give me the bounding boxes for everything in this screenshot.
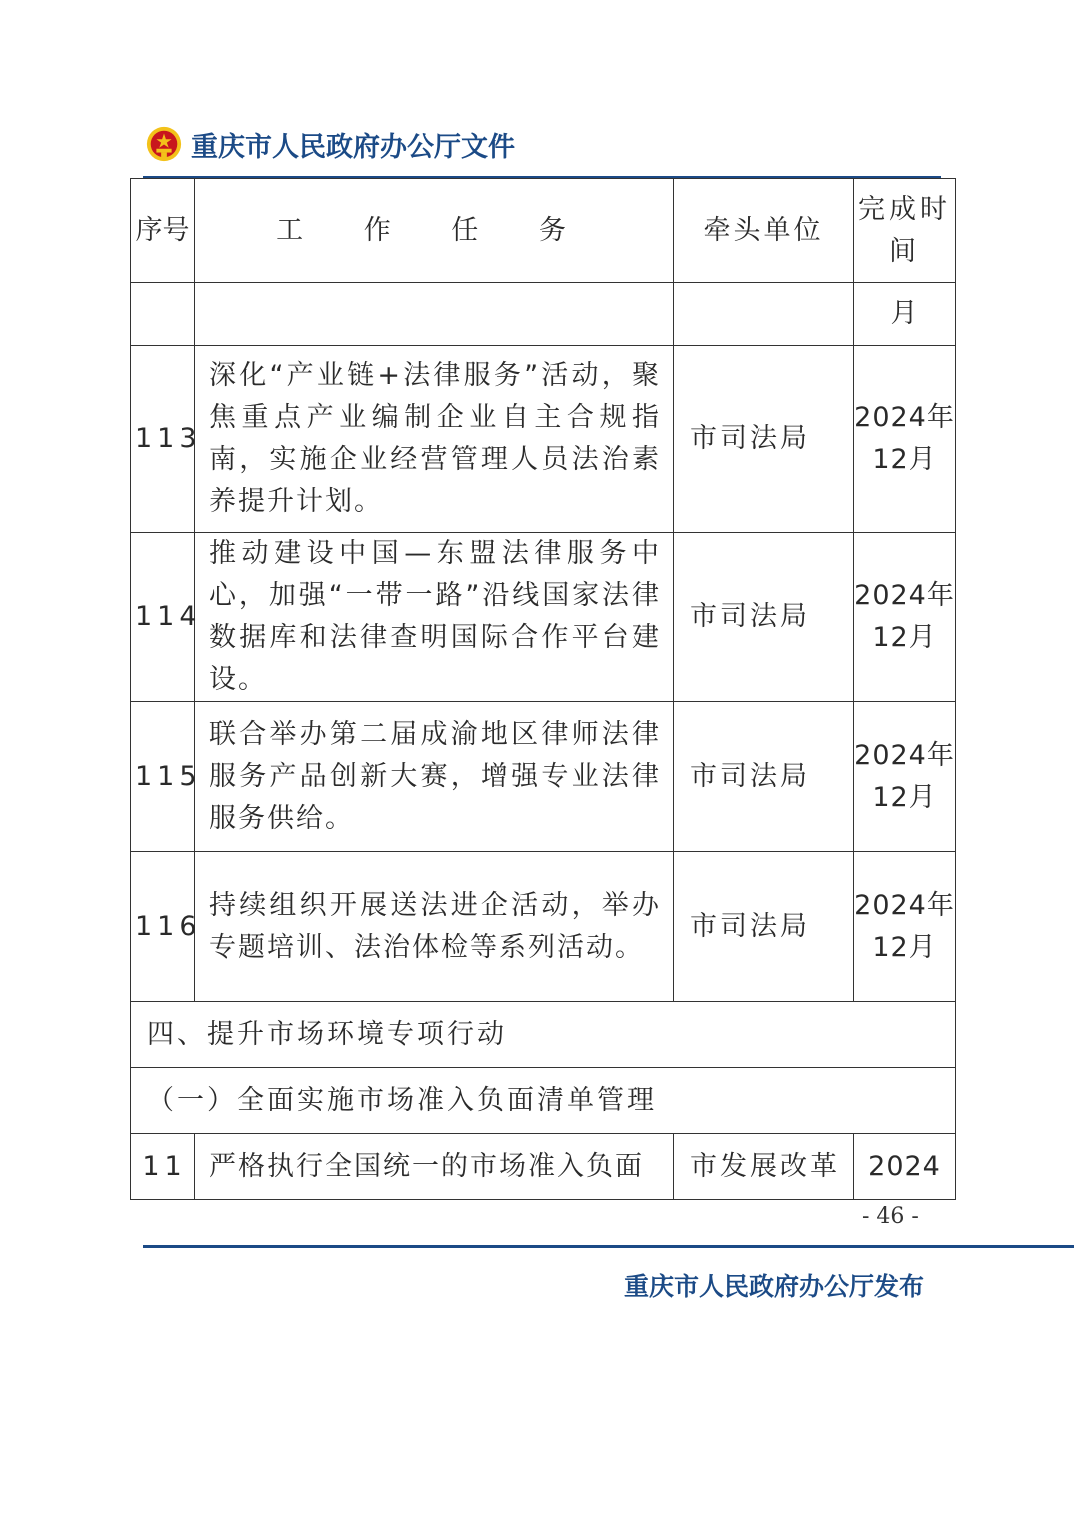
row-task: 深化“产业链+法律服务”活动，聚焦重点产业编制企业自主合规指南，实施企业经营管理人员法治素养提升计划。 (195, 346, 674, 533)
row-number: 114 (131, 533, 195, 702)
column-header-number: 序号 (131, 179, 195, 283)
table-row (131, 702, 956, 852)
row-dept: 市司法局 (674, 533, 854, 702)
subsection-heading: （一）全面实施市场准入负面清单管理 (131, 1068, 956, 1134)
table-header-row (131, 179, 956, 283)
row-task: 持续组织开展送法进企活动，举办专题培训、法治体检等系列活动。 (195, 852, 674, 1002)
national-emblem-icon (145, 125, 183, 163)
table-row (131, 1134, 956, 1200)
row-task (195, 283, 674, 346)
row-number: 116 (131, 852, 195, 1002)
row-task: 联合举办第二届成渝地区律师法律服务产品创新大赛，增强专业法律服务供给。 (195, 702, 674, 852)
section-heading-row (131, 1002, 956, 1068)
row-dept: 市司法局 (674, 702, 854, 852)
task-table (130, 178, 956, 1200)
footer-publisher: 重庆市人民政府办公厅发布 (624, 1272, 925, 1301)
row-time: 2024 (854, 1134, 956, 1200)
row-time: 月 (854, 283, 956, 346)
column-header-time: 完成时间 (854, 179, 956, 283)
footer-divider (143, 1245, 1074, 1248)
row-number (131, 283, 195, 346)
document-header (145, 122, 515, 166)
page-number: - 46 - (862, 1204, 919, 1229)
row-time: 2024年12月 (854, 702, 956, 852)
table-row (131, 346, 956, 533)
row-number: 113 (131, 346, 195, 533)
subsection-heading-row (131, 1068, 956, 1134)
row-dept (674, 283, 854, 346)
row-dept: 市司法局 (674, 852, 854, 1002)
table-row (131, 852, 956, 1002)
row-number: 115 (131, 702, 195, 852)
table-row (131, 533, 956, 702)
header-title: 重庆市人民政府办公厅文件 (191, 131, 515, 163)
row-time: 2024年12月 (854, 346, 956, 533)
row-task: 推动建设中国—东盟法律服务中心，加强“一带一路”沿线国家法律数据库和法律查明国际合作平台建设。 (195, 533, 674, 702)
row-task: 严格执行全国统一的市场准入负面 (195, 1134, 674, 1200)
row-time: 2024年12月 (854, 533, 956, 702)
table-row (131, 283, 956, 346)
column-header-dept: 牵头单位 (674, 179, 854, 283)
row-dept: 市发展改革 (674, 1134, 854, 1200)
row-number: 11 (131, 1134, 195, 1200)
section-heading: 四、提升市场环境专项行动 (131, 1002, 956, 1068)
row-dept: 市司法局 (674, 346, 854, 533)
column-header-task: 工 作 任 务 (195, 179, 674, 283)
row-time: 2024年12月 (854, 852, 956, 1002)
